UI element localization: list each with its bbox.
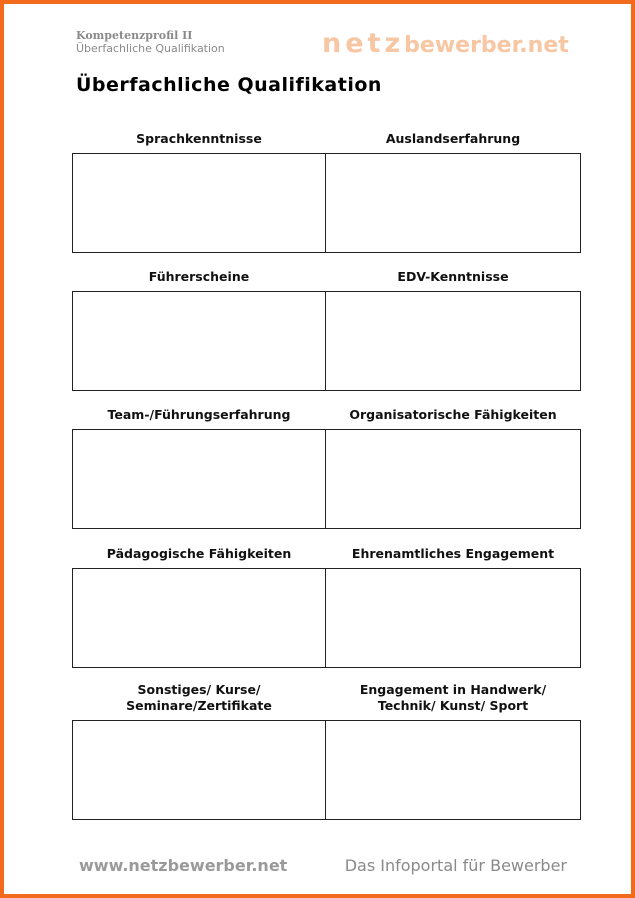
heading-engagement-handwerk (326, 682, 580, 714)
field-ehrenamtliches-engagement[interactable] (326, 568, 581, 668)
heading-team-fuehrungserfahrung: Team-/Führungserfahrung (107, 407, 291, 422)
heading-auslandserfahrung: Auslandserfahrung (385, 131, 521, 146)
heading-organisatorische-faehigkeiten: Organisatorische Fähigkeiten (349, 407, 557, 422)
field-edv-kenntnisse[interactable] (326, 291, 581, 391)
field-auslandserfahrung[interactable] (326, 153, 581, 253)
field-engagement-handwerk[interactable] (326, 720, 581, 820)
document-header (76, 30, 225, 55)
page-title: Überfachliche Qualifikation (76, 74, 382, 96)
profile-subtitle: Überfachliche Qualifikation (76, 41, 225, 55)
heading-engagement-handwerk-line1: Engagement in Handwerk/ (359, 682, 547, 697)
field-sonstiges[interactable] (72, 720, 326, 820)
footer-url: www.netzbewerber.net (79, 856, 288, 875)
field-paedagogische-faehigkeiten[interactable] (72, 568, 326, 668)
heading-paedagogische-faehigkeiten: Pädagogische Fähigkeiten (106, 546, 292, 561)
footer-tagline: Das Infoportal für Bewerber (344, 856, 567, 875)
field-team-fuehrungserfahrung[interactable] (72, 429, 326, 529)
field-organisatorische-faehigkeiten[interactable] (326, 429, 581, 529)
heading-sonstiges (72, 682, 326, 714)
heading-sonstiges-line1: Sonstiges/ Kurse/ (137, 682, 261, 697)
profile-title: Kompetenzprofil II (76, 29, 193, 42)
field-fuehrerscheine[interactable] (72, 291, 326, 391)
heading-sprachkenntnisse: Sprachkenntnisse (136, 131, 262, 146)
field-sprachkenntnisse[interactable] (72, 153, 326, 253)
heading-ehrenamtliches-engagement: Ehrenamtliches Engagement (351, 546, 555, 561)
logo-netz: netz (322, 28, 405, 59)
logo-bewerber: bewerber.net (404, 33, 569, 58)
netzbewerber-logo (322, 28, 569, 59)
heading-sonstiges-line2: Seminare/Zertifikate (126, 698, 272, 713)
heading-fuehrerscheine: Führerscheine (148, 269, 250, 284)
heading-edv-kenntnisse: EDV-Kenntnisse (397, 269, 509, 284)
heading-engagement-handwerk-line2: Technik/ Kunst/ Sport (377, 698, 529, 713)
